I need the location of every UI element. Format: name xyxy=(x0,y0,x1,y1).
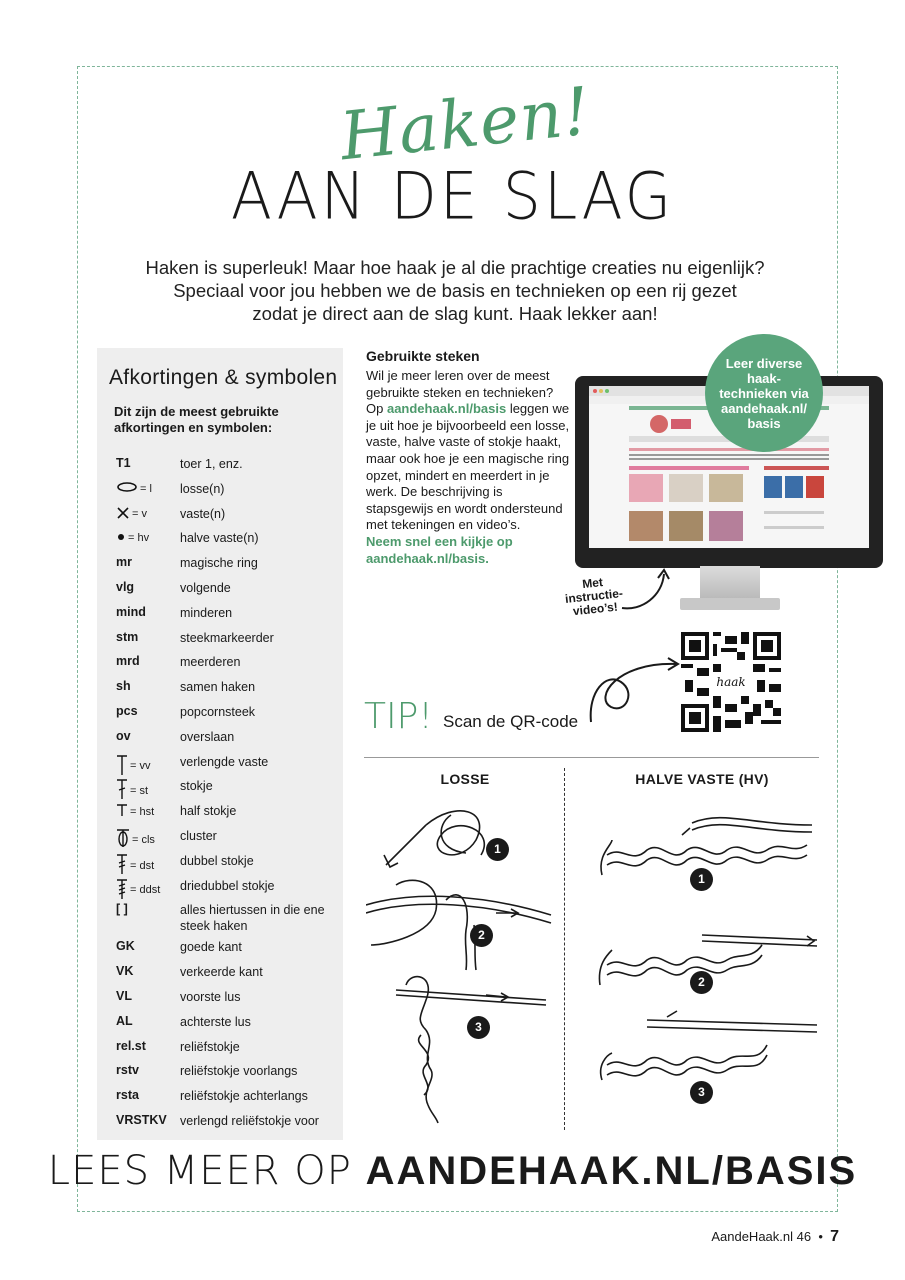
abbreviation-desc: popcornsteek xyxy=(180,704,256,719)
page-title: AAN DE SLAG xyxy=(230,159,675,235)
abbreviation-row xyxy=(116,601,341,626)
intro-line: Speciaal voor jou hebben we de basis en technieken op een rij gezet xyxy=(173,280,737,301)
abbreviation-code: ov xyxy=(116,728,131,743)
abbreviation-code: = dst xyxy=(116,853,180,878)
abbreviation-desc: verkeerde kant xyxy=(180,965,263,980)
steken-cta[interactable]: Neem snel een kijkje op aandehaak.nl/basis. xyxy=(366,533,513,566)
abbreviation-row xyxy=(116,750,341,775)
tip-text: Scan de QR-code xyxy=(443,712,579,731)
abbreviation-row xyxy=(116,799,341,824)
abbreviations-list xyxy=(116,452,341,1134)
abbreviation-desc: meerderen xyxy=(180,655,241,670)
abbreviation-code: GK xyxy=(116,939,135,954)
abbreviation-desc: toer 1, enz. xyxy=(180,457,243,471)
abbreviation-desc: overslaan xyxy=(180,729,235,744)
abbreviation-desc: minderen xyxy=(180,605,233,620)
abbreviation-row xyxy=(116,874,341,899)
abbreviation-row xyxy=(116,452,341,477)
monitor-foot xyxy=(680,598,780,610)
monitor-stand xyxy=(700,566,760,600)
column-divider xyxy=(564,768,565,1130)
abbreviation-desc: magische ring xyxy=(180,556,258,571)
abbreviation-row xyxy=(116,1084,341,1109)
abbreviation-desc: stokje xyxy=(180,779,213,794)
abbreviation-code: rsta xyxy=(116,1088,139,1103)
abbreviation-code: [ ] xyxy=(116,902,128,917)
abbreviation-desc: volgende xyxy=(180,580,231,595)
curved-arrow-icon xyxy=(612,566,672,616)
dot-icon xyxy=(116,531,126,545)
abbreviation-row xyxy=(116,502,341,527)
bottom-cta xyxy=(0,1148,905,1194)
abbreviation-code: = hst xyxy=(116,803,180,820)
abbreviation-desc: halve vaste(n) xyxy=(180,531,259,546)
losse-diagram xyxy=(366,795,556,1125)
abbreviation-code: stm xyxy=(116,629,139,644)
abbreviation-desc: cluster xyxy=(180,828,217,843)
page-number: 7 xyxy=(830,1228,839,1245)
abbreviation-desc: dubbel stokje xyxy=(180,853,254,868)
oval-icon xyxy=(116,481,138,496)
steken-text: Wil je meer leren over de meest gebruikte steken en technieken? Op xyxy=(366,368,554,417)
intro-line: zodat je direct aan de slag kunt. Haak lekker aan! xyxy=(252,303,658,324)
abbreviations-subtitle: Dit zijn de meest gebruikte afkortingen en symbolen: xyxy=(114,404,279,435)
losse-title: LOSSE xyxy=(440,771,490,787)
abbreviations-title: Afkortingen & symbolen xyxy=(109,366,338,389)
step-number: 2 xyxy=(470,924,493,947)
step-number: 1 xyxy=(486,838,509,861)
abbreviation-code: T1 xyxy=(116,456,131,470)
abbreviation-row xyxy=(116,1059,341,1084)
t-icon xyxy=(116,803,128,820)
abbreviation-code: vlg xyxy=(116,579,135,594)
abbreviation-desc: samen haken xyxy=(180,680,256,695)
abbreviation-row xyxy=(116,1035,341,1060)
step-number: 2 xyxy=(690,971,713,994)
abbreviation-code: mind xyxy=(116,604,146,619)
abbreviation-row xyxy=(116,477,341,502)
abbreviation-row xyxy=(116,650,341,675)
abbreviation-desc: driedubbel stokje xyxy=(180,878,275,893)
abbreviation-desc: reliëfstokje xyxy=(180,1039,240,1054)
section-divider xyxy=(364,757,819,758)
abbreviation-code: = st xyxy=(116,778,180,803)
abbreviation-row xyxy=(116,935,341,960)
step-number: 3 xyxy=(467,1016,490,1039)
steken-link[interactable]: aandehaak.nl/basis xyxy=(386,401,507,417)
intro-text xyxy=(120,256,790,325)
abbreviation-code: pcs xyxy=(116,703,138,718)
loop-arrow-icon xyxy=(586,652,686,724)
abbreviation-desc: reliëfstokje voorlangs xyxy=(180,1064,298,1079)
abbreviation-desc: alles hiertussen in die ene steek haken xyxy=(180,903,325,934)
abbreviation-code: AL xyxy=(116,1013,133,1028)
abbreviation-code: = cls xyxy=(116,828,180,851)
qr-code-icon[interactable] xyxy=(681,632,781,732)
halve-vaste-title: HALVE VASTE (HV) xyxy=(635,771,769,787)
abbreviation-row xyxy=(116,576,341,601)
step-number: 3 xyxy=(690,1081,713,1104)
abbreviation-desc: vaste(n) xyxy=(180,506,226,521)
steken-text: leggen we je uit hoe je bijvoorbeeld een losse, vaste, halve vaste of stokje haakt, maar ook hoe je een magische ring opzet, mindert en meerdert in je werk. De beschrijving is stapsgewijs en wordt ondersteund met tekeningen en video’s. xyxy=(366,401,570,533)
abbreviation-desc: verlengde vaste xyxy=(180,754,269,769)
abbreviation-row xyxy=(116,985,341,1010)
abbreviation-row xyxy=(116,1010,341,1035)
abbreviation-row xyxy=(116,1109,341,1134)
steken-body xyxy=(366,368,571,567)
abbreviation-row xyxy=(116,960,341,985)
svg-text:haak: haak xyxy=(716,675,746,689)
badge-circle xyxy=(705,334,823,452)
badge-text: Leer diverse haak-technieken via aandehaak.nl/ basis xyxy=(719,355,809,431)
abbreviation-code: mr xyxy=(116,555,132,570)
tip-heading: TIP! xyxy=(364,696,433,737)
abbreviation-code: mrd xyxy=(116,654,140,669)
abbreviation-code: = ddst xyxy=(116,878,180,903)
abbreviation-desc: half stokje xyxy=(180,804,237,819)
abbreviation-desc: reliëfstokje achterlangs xyxy=(180,1089,308,1104)
abbreviation-row xyxy=(116,675,341,700)
abbreviations-panel xyxy=(97,348,343,1140)
abbreviation-code: rstv xyxy=(116,1063,139,1078)
abbreviation-code: VK xyxy=(116,964,134,979)
abbreviation-row xyxy=(116,526,341,551)
step-number: 1 xyxy=(690,868,713,891)
video-label: Met instructie-video’s! xyxy=(564,575,624,619)
halve-vaste-diagram xyxy=(592,795,822,1125)
abbreviation-row xyxy=(116,849,341,874)
abbreviation-code: rel.st xyxy=(116,1038,146,1053)
abbreviation-row xyxy=(116,700,341,725)
abbreviation-code: VL xyxy=(116,988,132,1003)
abbreviation-row xyxy=(116,551,341,576)
abbreviation-desc: verlengd reliëfstokje voor xyxy=(180,1113,319,1128)
abbreviation-row xyxy=(116,898,341,935)
page-footer: AandeHaak.nl 46 • 7 xyxy=(711,1228,839,1245)
abbreviation-desc: achterste lus xyxy=(180,1014,251,1029)
abbreviation-row xyxy=(116,725,341,750)
abbreviation-code: = hv xyxy=(116,530,180,545)
intro-line: Haken is superleuk! Maar hoe haak je al die prachtige creaties nu eigenlijk? xyxy=(145,257,765,278)
footer-magazine: AandeHaak.nl 46 xyxy=(711,1229,812,1244)
script-title: Haken! xyxy=(336,72,595,176)
abbreviation-code: sh xyxy=(116,679,131,694)
abbreviation-desc: goede kant xyxy=(180,940,242,955)
abbreviation-code: VRSTKV xyxy=(116,1112,167,1127)
abbreviation-row xyxy=(116,626,341,651)
abbreviation-row xyxy=(116,774,341,799)
abbreviation-code: = vv xyxy=(116,754,180,779)
cross-icon xyxy=(116,506,130,523)
steken-title: Gebruikte steken xyxy=(366,348,480,364)
abbreviation-desc: voorste lus xyxy=(180,989,241,1004)
abbreviation-code: = v xyxy=(116,506,180,523)
abbreviation-desc: steekmarkeerder xyxy=(180,630,274,645)
bottom-prefix: LEES MEER OP xyxy=(47,1148,366,1194)
abbreviation-row xyxy=(116,824,341,849)
abbreviation-code: = l xyxy=(116,481,180,496)
abbreviation-desc: losse(n) xyxy=(180,481,225,496)
bottom-url[interactable]: AANDEHAAK.NL/BASIS xyxy=(365,1149,858,1193)
cluster-icon xyxy=(116,828,130,851)
